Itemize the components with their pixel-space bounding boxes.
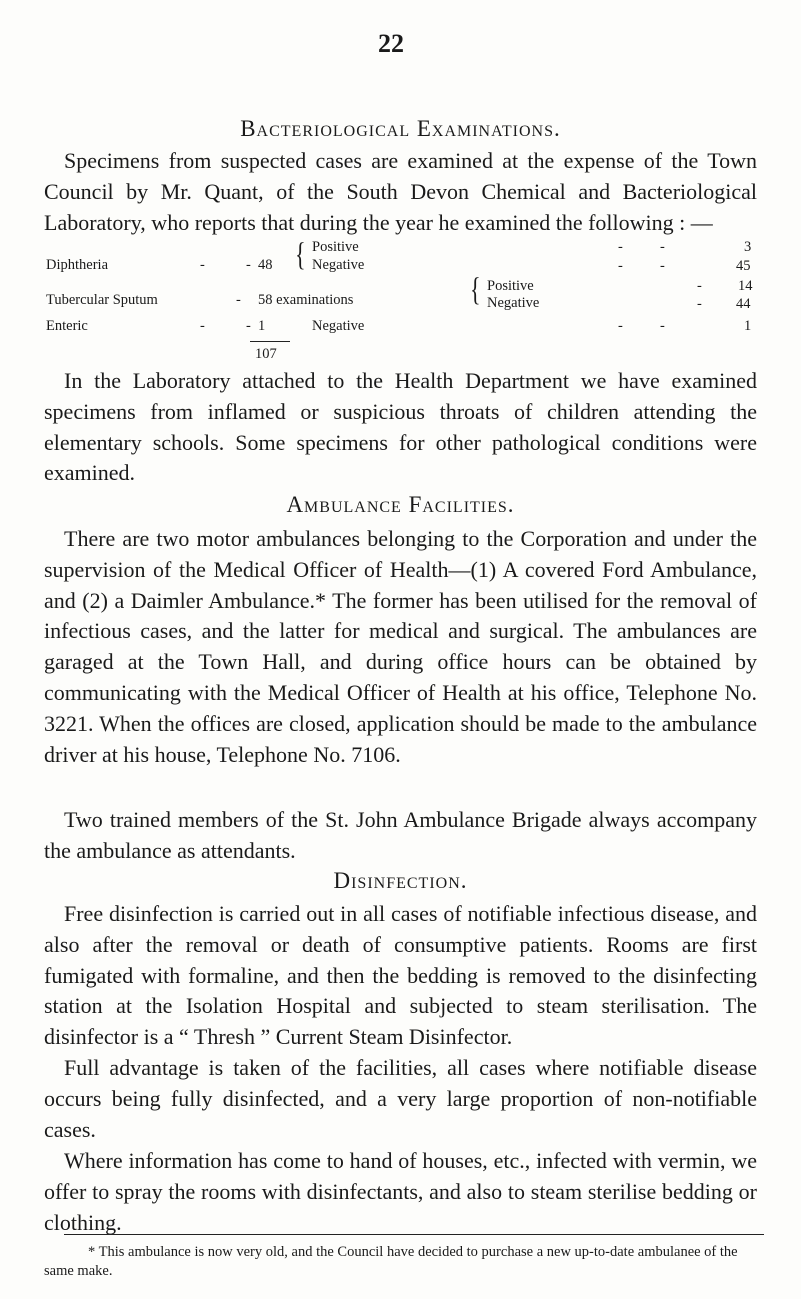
- diphtheria-positive-label: Positive: [312, 239, 359, 255]
- enteric-negative-label: Negative: [312, 318, 365, 334]
- sputum-negative-label: Negative: [487, 295, 540, 311]
- footnote-rule: [64, 1234, 764, 1235]
- diphtheria-negative-dash2: -: [660, 258, 665, 274]
- enteric-negative-value: 1: [744, 318, 752, 334]
- paragraph-disinfection-2: Full advantage is taken of the facilities, all cases where notifiable disease occurs being fully disinfected, and a very large proportion of non-notifiable cases.: [44, 1055, 757, 1142]
- paragraph-disinfection-3: Where information has come to hand of houses, etc., infected with vermin, we offer to spray the rooms with disinfectants, and also to steam sterilise bedding or clothing.: [44, 1148, 757, 1235]
- row-sputum-name: Tubercular Sputum: [46, 292, 158, 308]
- brace-sputum: {: [470, 270, 481, 308]
- paragraph-ambulance-1: There are two motor ambulances belonging to the Corporation and under the supervision of the Medical Officer of Health—(1) A covered Ford Ambulance, and (2) a Daimler Ambulance.* The former has been utilised for the removal of infectious cases, and the latter for medical and surgical. The ambulances are garaged at the Town Hall, and during office hours can be obtained by communicating with the Medical Officer of Health at his office, Telephone No. 3221. When the offices are closed, application should be made to the ambulance driver at his house, Telephone No. 7106.: [44, 526, 757, 767]
- row-enteric-count: 1: [258, 318, 266, 334]
- diphtheria-positive-value: 3: [744, 239, 752, 255]
- paragraph-ambulance-2: Two trained members of the St. John Ambulance Brigade always accompany the ambulance as attendants.: [44, 807, 757, 863]
- sputum-negative-dash: -: [697, 296, 702, 312]
- diphtheria-positive-dash2: -: [660, 239, 665, 255]
- paragraph-disinfection-1: Free disinfection is carried out in all cases of notifiable infectious disease, and also after the removal or death of consumptive patients. Rooms are first fumigated with formaline, and then the bedding is removed to the disinfecting station at the Isolation Hospital and subjected to steam sterilisation. The disinfector is a “ Thresh ” Current Steam Disinfector.: [44, 901, 757, 1050]
- brace-diphtheria: {: [295, 235, 306, 273]
- heading-bacteriological: Bacteriological Examinations.: [240, 116, 561, 141]
- footnote: * This ambulance is now very old, and the Council have decided to purchase a new up-to-date ambulanee of the same make.: [44, 1244, 738, 1279]
- diphtheria-positive-dash: -: [618, 239, 623, 255]
- sputum-positive-dash: -: [697, 278, 702, 294]
- row-sputum-dash: -: [236, 292, 241, 308]
- diphtheria-negative-value: 45: [736, 258, 751, 274]
- total-rule: [250, 341, 290, 342]
- sputum-negative-value: 44: [736, 296, 751, 312]
- paragraph-bacteriological-intro: Specimens from suspected cases are examined at the expense of the Town Council by Mr. Quant, of the South Devon Chemical and Bacteriological Laboratory, who reports that during the year he examined the following : —: [44, 148, 757, 235]
- row-diphtheria-name: Diphtheria: [46, 257, 109, 273]
- enteric-negative-dash: -: [618, 318, 623, 334]
- diphtheria-negative-dash: -: [618, 258, 623, 274]
- row-sputum-count: 58 examinations: [258, 292, 354, 308]
- heading-disinfection: Disinfection.: [333, 868, 468, 893]
- table-total: 107: [255, 346, 277, 362]
- row-diphtheria-count: 48: [258, 257, 273, 273]
- row-enteric-dash1: -: [200, 318, 205, 334]
- page-number: 22: [378, 29, 404, 58]
- row-diphtheria-dash2: -: [246, 257, 251, 273]
- paragraph-laboratory: In the Laboratory attached to the Health Department we have examined specimens from inflamed or suspicious throats of children attending the elementary schools. Some specimens for other pathological conditions were examined.: [44, 368, 757, 486]
- sputum-positive-value: 14: [738, 278, 753, 294]
- row-enteric-dash2: -: [246, 318, 251, 334]
- row-enteric-name: Enteric: [46, 318, 88, 334]
- heading-ambulance: Ambulance Facilities.: [286, 492, 515, 517]
- sputum-positive-label: Positive: [487, 278, 534, 294]
- enteric-negative-dash2: -: [660, 318, 665, 334]
- row-diphtheria-dash1: -: [200, 257, 205, 273]
- diphtheria-negative-label: Negative: [312, 257, 365, 273]
